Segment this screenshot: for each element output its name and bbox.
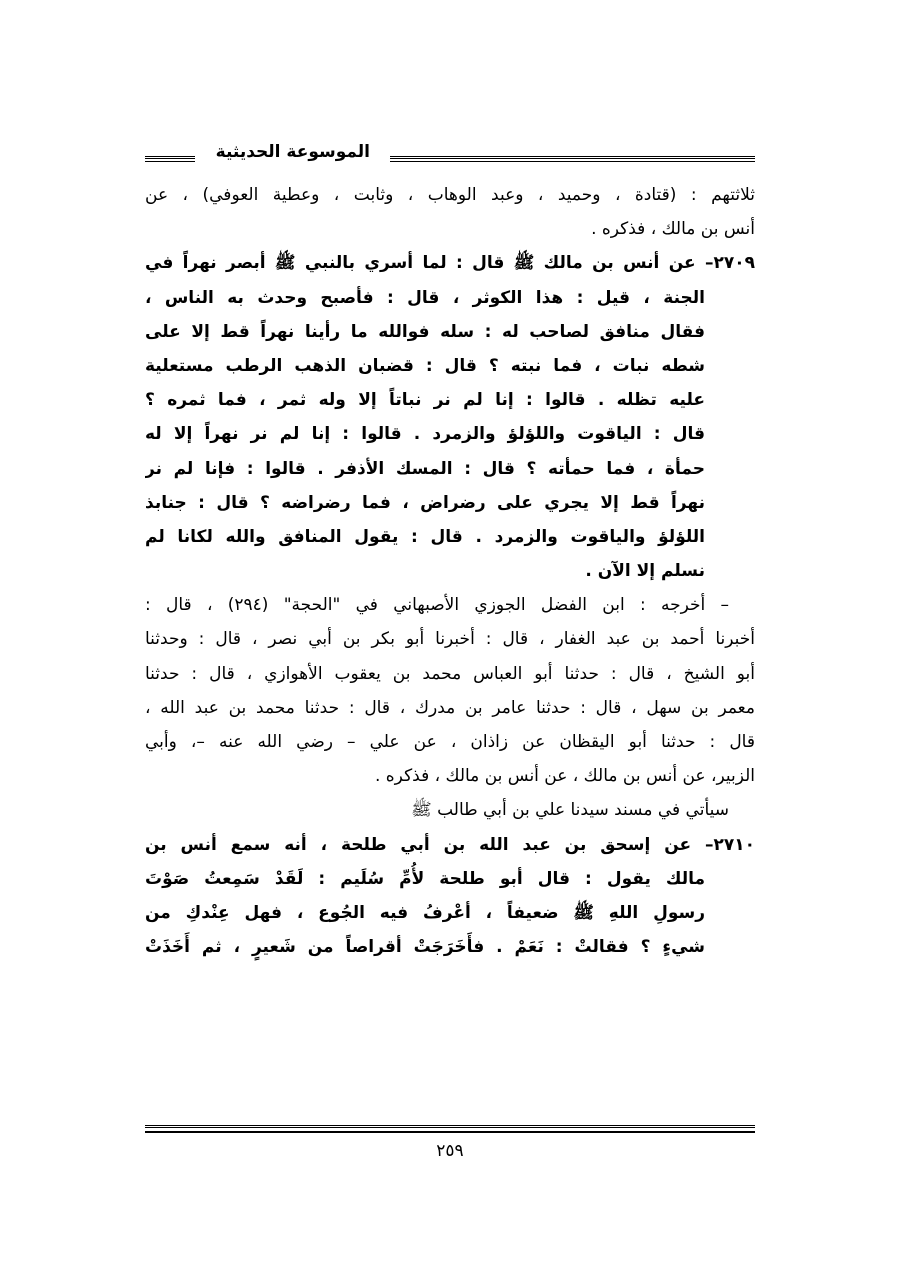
text-line: ثلاثتهم : (قتادة ، وحميد ، وعبد الوهاب ، وثابت ، وعطية العوفي) ، عن [145,185,755,205]
text-line: شيءٍ ؟ فقالتْ : نَعَمْ . فأَخَرَجَتْ أقراصاً من شَعيرٍ ، ثم أَخَذَتْ [145,937,705,958]
running-header [145,140,755,170]
text-line: نهراً قط إلا يجري على رضراض ، فما رضراضه ؟ قال : جنابذ [145,492,705,513]
text-line: معمر بن سهل ، قال : حدثنا عامر بن مدرك ، قال : حدثنا محمد بن عبد الله ، [145,697,755,718]
text-body [145,178,755,964]
text-line: أنس بن مالك ، فذكره . [591,219,755,240]
text-line: الزبير، عن أنس بن مالك ، عن أنس بن مالك ، فذكره . [374,766,755,787]
page-number: ٢٥٩ [436,1141,464,1161]
text-line: قال : حدثنا أبو اليقظان عن زاذان ، عن علي – رضي الله عنه –، وأبي [145,732,755,752]
text-line: عليه تظله . قالوا : إنا لم نر نباتاً إلا وله ثمر ، فما ثمره ؟ [145,390,705,411]
text-line: الجنة ، قيل : هذا الكوثر ، قال : فأصبح وحدث به الناس ، [145,287,705,308]
text-line: شطه نبات ، فما نبته ؟ قال : قضبان الذهب الرطب مستعلية [145,355,705,376]
text-line: أبو الشيخ ، قال : حدثنا أبو العباس محمد بن يعقوب الأهوازي ، قال : حدثنا [145,663,755,684]
text-line: فقال منافق لصاحب له : سله فوالله ما رأينا نهراً قط إلا على [145,321,705,342]
text-line: نسلم إلا الآن . [585,561,705,582]
text-line: مالك يقول : قال أبو طلحة لأُمِّ سُلَيم : لَقَدْ سَمِعتُ صَوْتَ [145,868,705,889]
text-line: – أخرجه : ابن الفضل الجوزي الأصبهاني في "الحجة" (٢٩٤) ، قال : [145,595,730,616]
page-footer [145,1125,755,1161]
text-line: قال : الياقوت واللؤلؤ والزمرد . قالوا : إنا لم نر نهراً إلا له [145,424,705,445]
text-line: اللؤلؤ والياقوت والزمرد . قال : يقول المنافق والله لكانا لم [145,526,705,547]
page-content [145,140,755,964]
header-rule-right [390,156,755,162]
text-line: أخبرنا أحمد بن عبد الغفار ، قال : أخبرنا أبو بكر بن أبي نصر ، قال : وحدثنا [145,629,755,650]
text-line: ٢٧١٠– عن إسحق بن عبد الله بن أبي طلحة ، أنه سمع أنس بن [145,834,755,855]
header-rule-left [145,156,195,162]
text-line: حمأة ، فما حمأته ؟ قال : المسك الأذفر . قالوا : فإنا لم نر [145,458,705,479]
footer-rule [145,1125,755,1133]
header-title: الموسوعة الحديثية [215,142,370,162]
text-line: ٢٧٠٩– عن أنس بن مالك ﷺ قال : لما أسري بالنبي ﷺ أبصر نهراً في [145,253,755,274]
text-line: رسولِ اللهِ ﷺ ضعيفاً ، أعْرفُ فيه الجُوع ، فهل عِنْدكِ من [145,902,705,923]
text-line: سيأتي في مسند سيدنا علي بن أبي طالب ﷺ [411,800,729,821]
